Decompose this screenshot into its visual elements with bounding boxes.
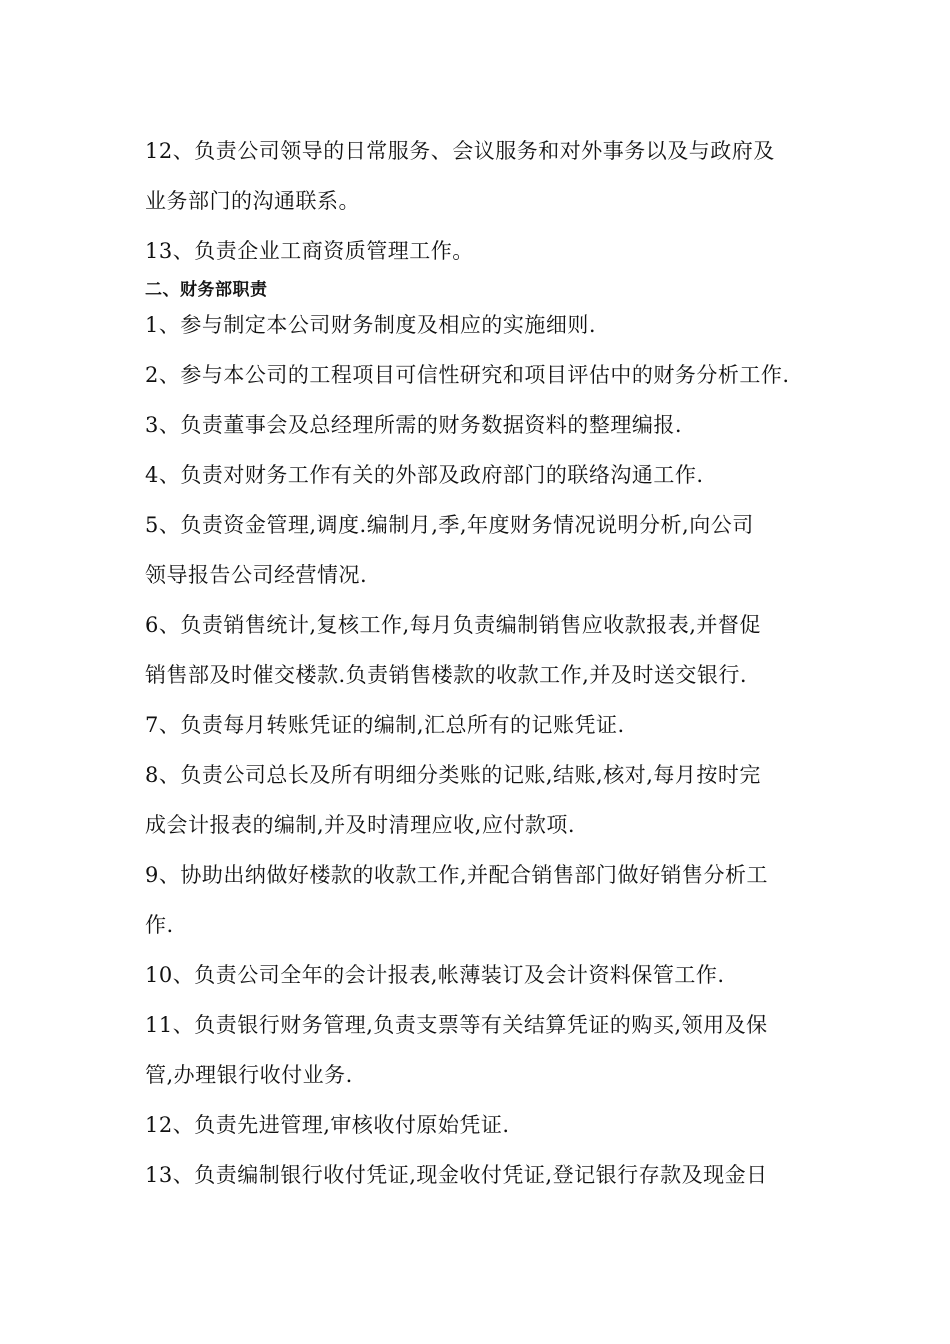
text-line: 3、负责董事会及总经理所需的财务数据资料的整理编报. [145,413,683,437]
text-line: 作. [145,913,174,937]
section-heading: 二、财务部职责 [145,280,268,300]
text-line: 8、负责公司总长及所有明细分类账的记账,结账,核对,每月按时完 [145,763,761,787]
text-line: 9、协助出纳做好楼款的收款工作,并配合销售部门做好销售分析工 [145,863,769,887]
text-line: 1、参与制定本公司财务制度及相应的实施细则. [145,313,597,337]
text-line: 13、负责企业工商资质管理工作。 [145,239,474,263]
text-line: 6、负责销售统计,复核工作,每月负责编制销售应收款报表,并督促 [145,613,761,637]
text-line: 13、负责编制银行收付凭证,现金收付凭证,登记银行存款及现金日 [145,1163,768,1187]
text-line: 12、负责先进管理,审核收付原始凭证. [145,1113,510,1137]
text-line: 4、负责对财务工作有关的外部及政府部门的联络沟通工作. [145,463,704,487]
text-line: 5、负责资金管理,调度.编制月,季,年度财务情况说明分析,向公司 [145,513,754,537]
text-line: 管,办理银行收付业务. [145,1063,353,1087]
text-line: 11、负责银行财务管理,负责支票等有关结算凭证的购买,领用及保 [145,1013,768,1037]
text-line: 销售部及时催交楼款.负责销售楼款的收款工作,并及时送交银行. [145,663,748,687]
text-line: 10、负责公司全年的会计报表,帐薄装订及会计资料保管工作. [145,963,725,987]
text-line: 业务部门的沟通联系。 [145,189,360,213]
text-line: 领导报告公司经营情况. [145,563,368,587]
text-line: 7、负责每月转账凭证的编制,汇总所有的记账凭证. [145,713,625,737]
text-line: 2、参与本公司的工程项目可信性研究和项目评估中的财务分析工作. [145,363,790,387]
text-line: 12、负责公司领导的日常服务、会议服务和对外事务以及与政府及 [145,139,775,163]
text-line: 成会计报表的编制,并及时清理应收,应付款项. [145,813,576,837]
